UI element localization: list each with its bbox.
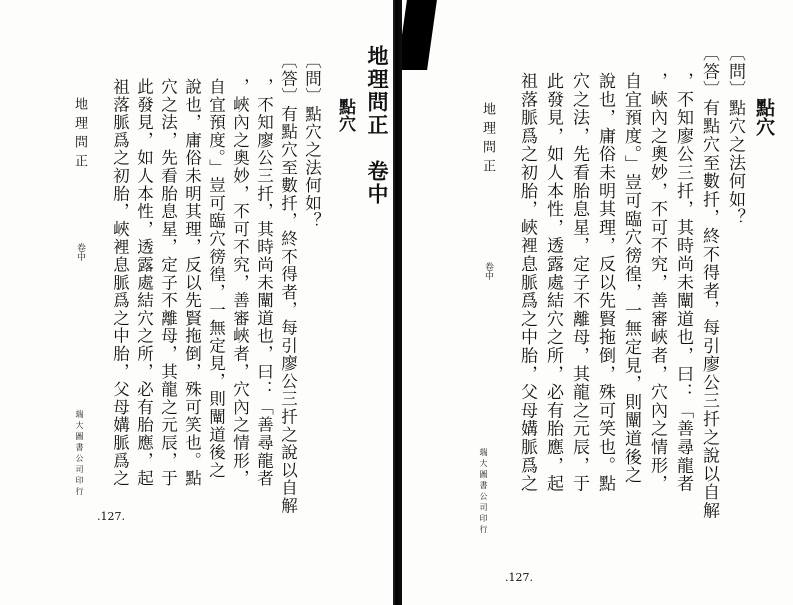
text-column: 〔答〕有點穴至數扦，終不得者，每引廖公三扦之說以自解	[278, 52, 298, 515]
text-column: 穴之法，先看胎息星，定子不離母，其龍之元辰，于	[158, 78, 178, 488]
page-tear	[402, 0, 437, 70]
text-column: 說也，庸俗未明其理，反以先賢拖倒，殊可笑也。點	[595, 72, 615, 493]
text-column: ，不知廖公三扦，其時尚未闡道也，曰：「善尋龍者	[254, 78, 274, 488]
page-number: .127.	[97, 510, 125, 523]
running-title: 地理問正	[480, 102, 495, 178]
text-column: ，峽內之奧妙，不可不究，善審峽者，穴內之情形，	[230, 78, 250, 488]
text-column: 自宜預度。」豈可臨穴徬徨，一無定見，則闡道後之	[621, 72, 641, 485]
section-title: 點穴	[335, 98, 355, 132]
page-number: .127.	[505, 571, 533, 584]
chapter-title: 地理問正 卷中	[365, 45, 390, 206]
text-column: 自宜預度。」豈可臨穴徬徨，一無定見，則闡道後之	[206, 78, 226, 480]
text-column: 穴之法，先看胎息星，定子不離母，其龍之元辰，于	[569, 72, 589, 493]
text-column: ，峽內之奧妙，不可不究，善審峽者，穴內之情形，	[647, 72, 667, 493]
text-column: 此發見，如人本性，透露處結穴之所，必有胎應，起	[134, 78, 154, 488]
left-page	[0, 0, 393, 605]
text-column: 祖落脈爲之初胎，峽裡息脈爲之中胎，父母媾脈爲之	[517, 72, 537, 493]
text-column: 〔問〕點穴之法何如？	[302, 52, 322, 230]
section-title: 點穴	[753, 98, 775, 136]
publisher-imprint: 瑞大圖書公司印行	[75, 410, 84, 498]
text-column: 祖落脈爲之初胎，峽裡息脈爲之中胎，父母媾脈爲之	[110, 78, 130, 488]
text-column: 此發見，如人本性，透露處結穴之所，必有胎應，起	[543, 72, 563, 493]
running-title: 地理問正	[72, 97, 87, 173]
text-column: 〔問〕點穴之法何如？	[725, 44, 745, 227]
text-column: 〔答〕有點穴至數扦，終不得者，每引廖公三扦之說以自解	[699, 44, 719, 520]
publisher-imprint: 瑞大圖書公司印行	[479, 448, 488, 536]
right-page	[402, 0, 793, 605]
text-column: 說也，庸俗未明其理，反以先賢拖倒，殊可笑也。點	[182, 78, 202, 488]
text-column: ，不知廖公三扦，其時尚未闡道也，曰：「善尋龍者	[673, 72, 693, 493]
volume-mark: 卷中	[483, 262, 493, 280]
book-gutter	[393, 0, 402, 605]
volume-mark: 卷中	[75, 243, 85, 261]
